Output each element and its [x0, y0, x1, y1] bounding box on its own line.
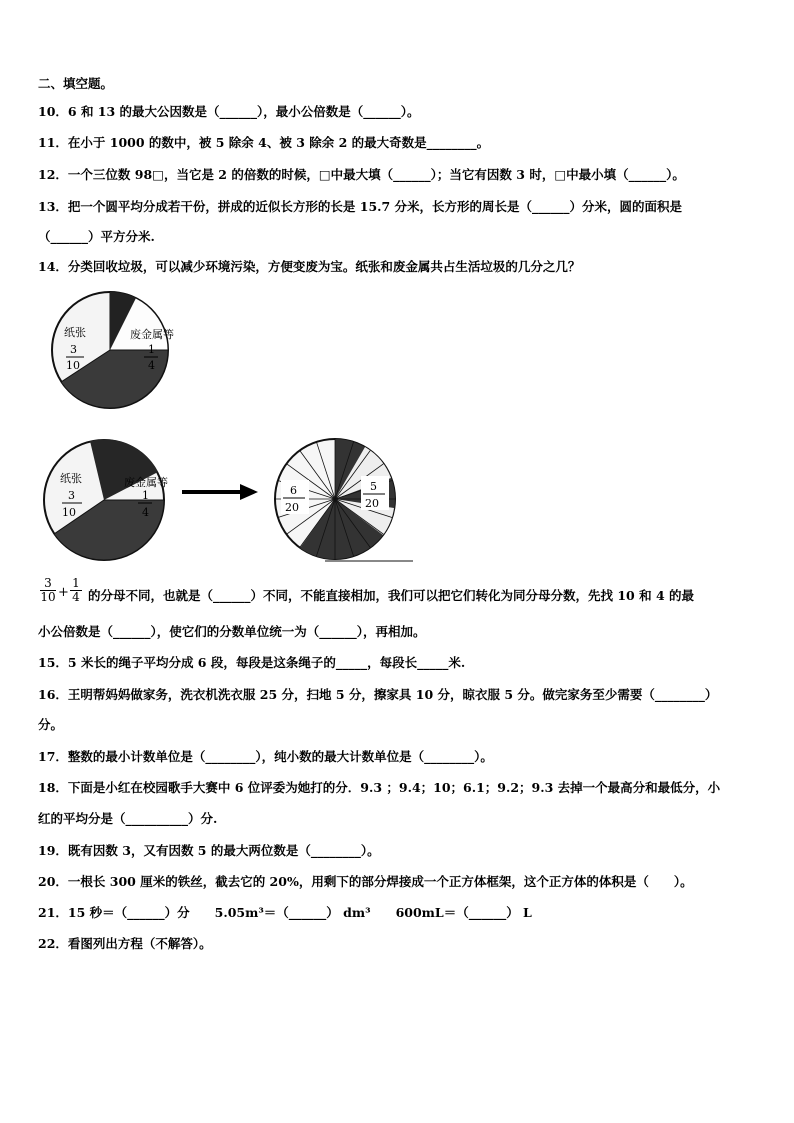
- question-22: 22．看图列出方程（不解答）。: [38, 936, 212, 951]
- question-17: 17．整数的最小计数单位是（________），纯小数的最大计数单位是（________）。: [38, 749, 493, 764]
- pie3-a-den: 20: [285, 501, 299, 514]
- question-21: 21．15 秒＝（______）分 5.05m³＝（______） dm³ 600mL＝（______） L: [38, 905, 532, 920]
- question-16-line-1: 16．王明帮妈妈做家务，洗衣机洗衣服 25 分，扫地 5 分，擦家具 10 分，晾衣服 5 分。做完家务至少需要（________）: [38, 687, 718, 702]
- question-18-line-2: 红的平均分是（__________）分.: [38, 811, 218, 826]
- pie1-label-metal: 废金属等: [130, 328, 174, 341]
- plus-sign: +: [58, 585, 69, 600]
- pie2-label-metal: 废金属等: [124, 476, 168, 489]
- pie2-metal-num: 1: [142, 489, 149, 502]
- pie2-label-paper: 纸张: [60, 472, 82, 485]
- pie1-metal-num: 1: [148, 343, 155, 356]
- pie-chart-2: [40, 438, 170, 562]
- pie2-metal-den: 4: [142, 506, 149, 519]
- question-10: 10．6 和 13 的最大公因数是（______），最小公倍数是（______）。: [38, 104, 420, 119]
- pie2-paper-den: 10: [62, 506, 76, 519]
- section-title: 二、填空题。: [38, 76, 114, 91]
- fraction-3-10: $\frac{3}{10}$: [40, 576, 56, 604]
- question-11: 11．在小于 1000 的数中，被 5 除余 4、被 3 除余 2 的最大奇数是________。: [38, 135, 490, 150]
- question-12: 12．一个三位数 98□，当它是 2 的倍数的时候，□中最大填（______）；当它有因数 3 时，□中最小填（______）。: [38, 167, 685, 182]
- question-14-text-2: 小公倍数是（______），使它们的分数单位统一为（______），再相加。: [38, 624, 426, 639]
- pie1-metal-den: 4: [148, 359, 155, 372]
- question-14: 14．分类回收垃圾，可以减少环境污染，方便变废为宝。纸张和废金属共占生活垃圾的几分之几？: [38, 259, 581, 274]
- pie1-label-paper: 纸张: [64, 326, 86, 339]
- question-18-line-1: 18．下面是小红在校园歌手大赛中 6 位评委为她打的分．9.3 ；9.4；10；6.1；9.2；9.3 去掉一个最高分和最低分，小: [38, 780, 721, 795]
- question-19: 19．既有因数 3，又有因数 5 的最大两位数是（________）。: [38, 843, 380, 858]
- pie-chart-1: [40, 290, 180, 410]
- fraction-1-4: $\frac{1}{4}$: [70, 577, 82, 604]
- question-13-line-1: 13．把一个圆平均分成若干份，拼成的近似长方形的长是 15.7 分米，长方形的周长是（______）分米，圆的面积是: [38, 199, 683, 214]
- pie-chart-20-parts: [265, 436, 415, 566]
- pie1-paper-den: 10: [66, 359, 80, 372]
- pie2-paper-num: 3: [68, 489, 75, 502]
- question-15: 15．5 米长的绳子平均分成 6 段，每段是这条绳子的_____，每段长_____米.: [38, 655, 466, 670]
- pie3-b-den: 20: [365, 497, 379, 510]
- pie3-a-num: 6: [290, 484, 297, 497]
- arrow-right-icon: [180, 482, 260, 502]
- pie1-paper-num: 3: [70, 343, 77, 356]
- question-20: 20．一根长 300 厘米的铁丝，截去它的 20%，用剩下的部分焊接成一个正方体框架，这个正方体的体积是（ ）。: [38, 874, 693, 889]
- question-14-text-1: 的分母不同，也就是（______）不同，不能直接相加，我们可以把它们转化为同分母分数，先找 10 和 4 的最: [88, 588, 695, 603]
- question-16-line-2: 分。: [38, 717, 64, 732]
- question-13-line-2: （______）平方分米.: [38, 229, 155, 244]
- pie3-b-num: 5: [370, 480, 377, 493]
